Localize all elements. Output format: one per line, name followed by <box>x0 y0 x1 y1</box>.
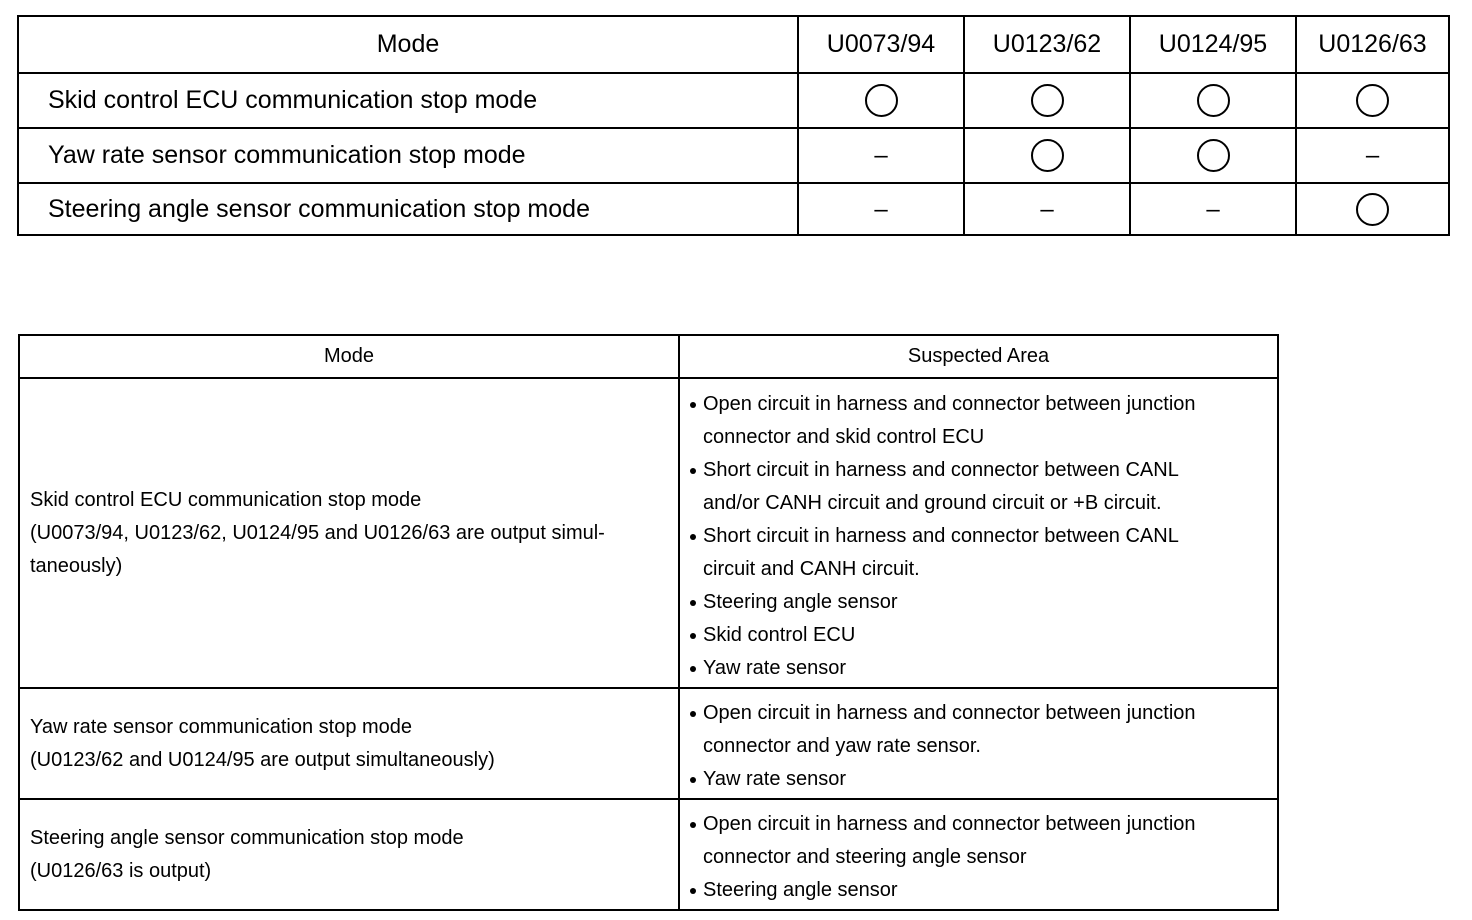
mode-cell: Yaw rate sensor communication stop mode <box>18 128 798 183</box>
table-row <box>18 183 1449 235</box>
mark-cell <box>1130 73 1296 128</box>
circle-icon <box>1356 193 1389 226</box>
mark-cell <box>964 128 1130 183</box>
list-item <box>690 454 1277 520</box>
list-item-text: Short circuit in harness and connector between CANL <box>703 524 1179 547</box>
list-item-text: Steering angle sensor <box>703 879 898 901</box>
mode-text-line: Yaw rate sensor communication stop mode <box>30 715 413 738</box>
circle-icon <box>1031 84 1064 117</box>
dash-icon: – <box>874 142 888 169</box>
mode-cell <box>19 378 679 688</box>
list-item <box>690 520 1277 586</box>
header-mode: Mode <box>18 16 798 73</box>
list-item-text: Steering angle sensor <box>703 590 898 613</box>
suspected-area-cell <box>679 378 1278 688</box>
list-item-text: Skid control ECU <box>703 623 856 646</box>
dtc-mode-table <box>17 15 1450 236</box>
mark-cell <box>1130 128 1296 183</box>
header-suspected-area: Suspected Area <box>679 335 1278 378</box>
dash-icon: – <box>1040 195 1054 223</box>
circle-icon <box>1356 84 1389 117</box>
list-item-text: connector and skid control ECU <box>703 425 985 448</box>
table-row <box>19 799 1278 910</box>
circle-icon <box>1197 139 1230 172</box>
mark-cell <box>1130 183 1296 235</box>
list-item <box>690 586 1277 619</box>
mode-text-line: (U0123/62 and U0124/95 are output simultaneously) <box>30 748 495 771</box>
header-code-u0073-94: U0073/94 <box>798 16 964 73</box>
list-item <box>690 763 1277 796</box>
header-code-u0123-62: U0123/62 <box>964 16 1130 73</box>
header-code-u0124-95: U0124/95 <box>1130 16 1296 73</box>
list-item <box>690 619 1277 652</box>
mark-cell <box>798 73 964 128</box>
list-item-text: Open circuit in harness and connector between junction <box>703 813 1196 835</box>
mode-text-line: (U0073/94, U0123/62, U0124/95 and U0126/63 are output simul- <box>30 521 605 544</box>
mode-text-line: Skid control ECU communication stop mode <box>30 488 422 511</box>
mark-cell <box>798 128 964 183</box>
list-item-text: Open circuit in harness and connector between junction <box>703 702 1196 724</box>
mark-cell <box>798 183 964 235</box>
list-item-text: Open circuit in harness and connector between junction <box>703 392 1196 415</box>
list-item <box>690 388 1277 454</box>
mark-cell <box>1296 73 1449 128</box>
mark-cell <box>964 73 1130 128</box>
header-mode: Mode <box>19 335 679 378</box>
suspected-area-cell <box>679 688 1278 799</box>
dash-icon: – <box>1206 195 1220 223</box>
mode-text-line: Steering angle sensor communication stop mode <box>30 826 464 849</box>
mode-cell <box>19 688 679 799</box>
list-item <box>690 808 1277 874</box>
circle-icon <box>865 84 898 117</box>
list-item <box>690 697 1277 763</box>
mode-cell: Skid control ECU communication stop mode <box>18 73 798 128</box>
list-item-text: Yaw rate sensor <box>703 656 847 679</box>
circle-icon <box>1197 84 1230 117</box>
table-row <box>19 378 1278 688</box>
list-item <box>690 874 1277 907</box>
list-item-text: and/or CANH circuit and ground circuit or +B circuit. <box>703 491 1162 514</box>
table-row <box>18 73 1449 128</box>
mode-cell <box>19 799 679 910</box>
list-item-text: Short circuit in harness and connector between CANL <box>703 458 1179 481</box>
header-code-u0126-63: U0126/63 <box>1296 16 1449 73</box>
dtc-mode-header-row <box>18 16 1449 73</box>
list-item-text: circuit and CANH circuit. <box>703 557 920 580</box>
mark-cell <box>964 183 1130 235</box>
list-item-text: connector and steering angle sensor <box>703 846 1027 868</box>
mode-text-line: taneously) <box>30 554 123 577</box>
suspected-area-table <box>18 334 1279 911</box>
table-row <box>19 688 1278 799</box>
table-row <box>18 128 1449 183</box>
dash-icon: – <box>1365 142 1380 169</box>
dash-icon: – <box>874 195 888 223</box>
suspected-area-cell <box>679 799 1278 910</box>
list-item-text: connector and yaw rate sensor. <box>703 735 981 757</box>
mode-text-line: (U0126/63 is output) <box>30 859 212 882</box>
mark-cell <box>1296 183 1449 235</box>
list-item-text: Yaw rate sensor <box>703 768 847 790</box>
suspected-area-header-row <box>19 335 1278 378</box>
mark-cell <box>1296 128 1449 183</box>
mode-cell: Steering angle sensor communication stop mode <box>18 183 798 235</box>
circle-icon <box>1031 139 1064 172</box>
list-item <box>690 652 1277 685</box>
